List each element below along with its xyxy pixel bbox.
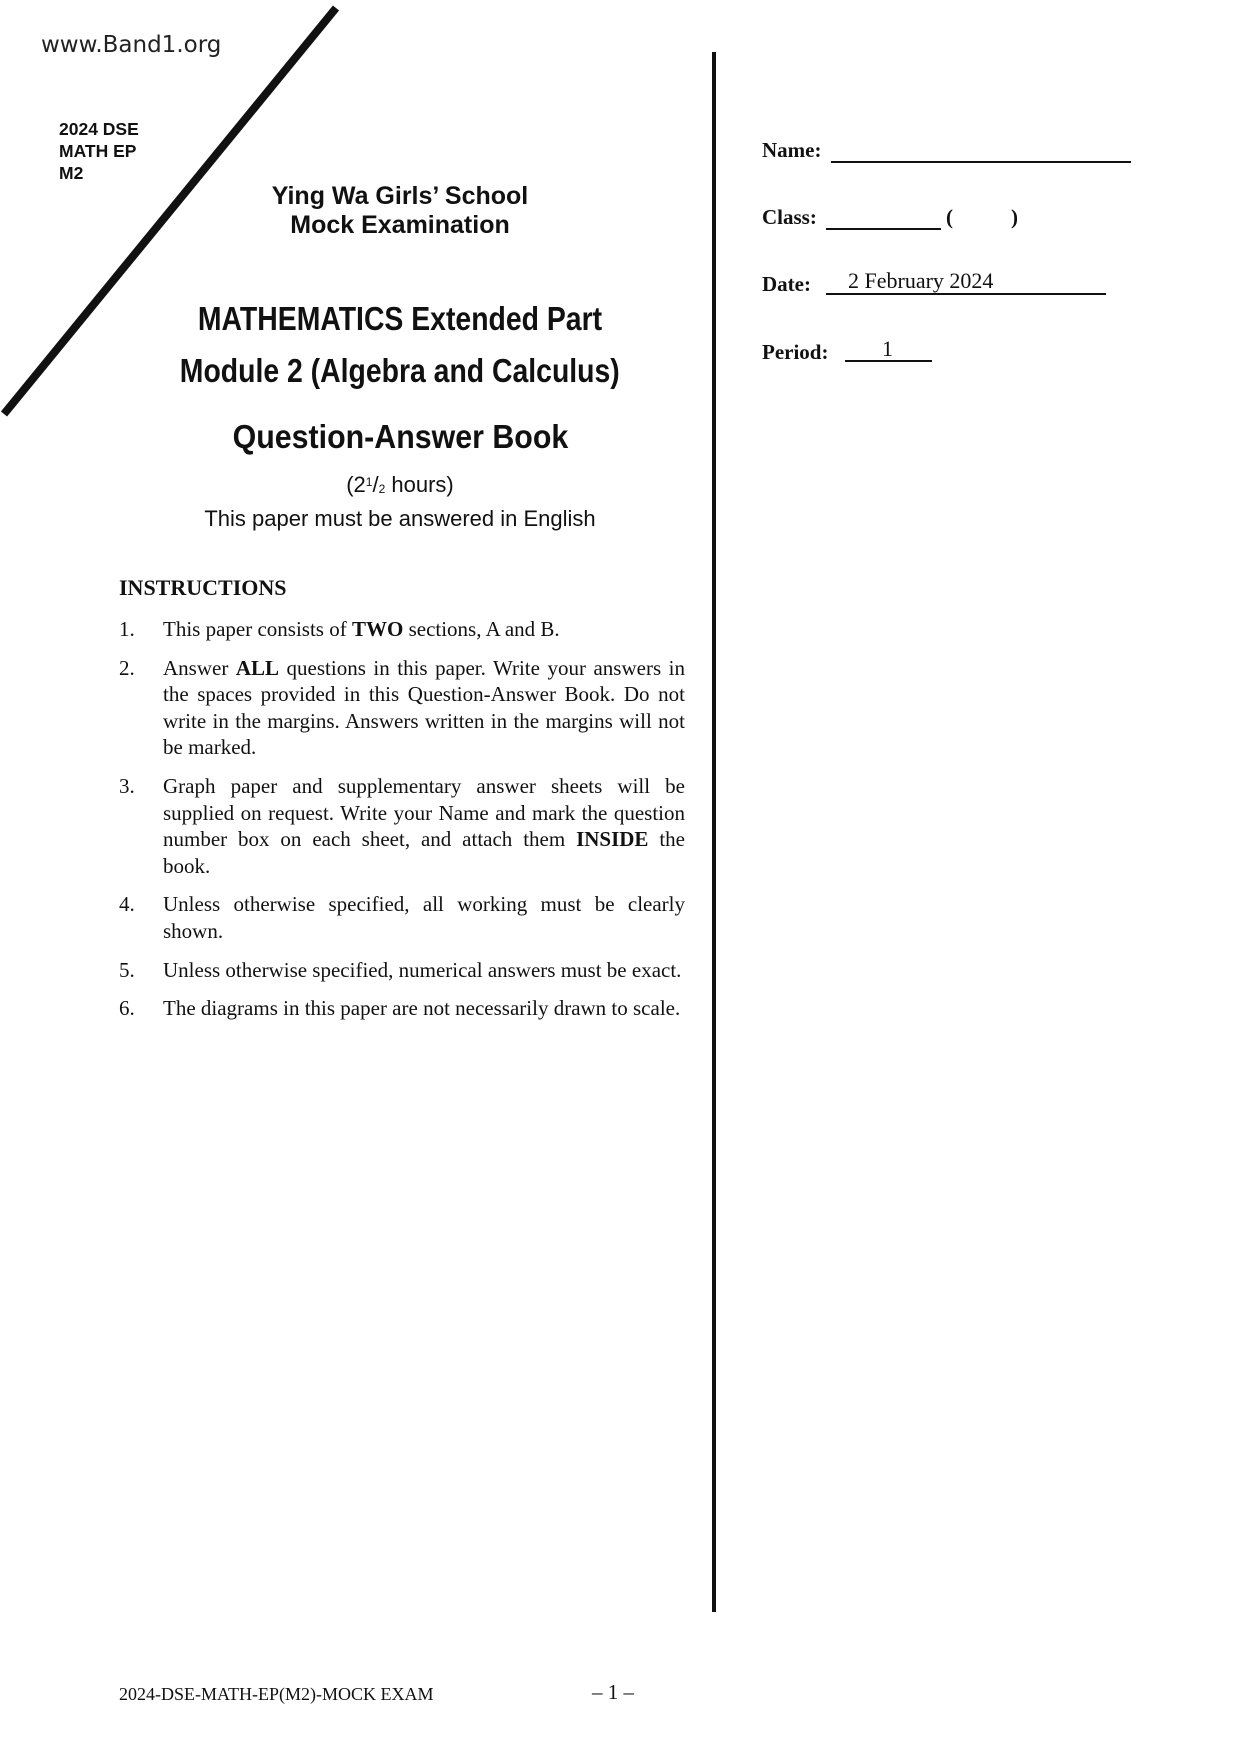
instruction-text-part: This paper consists of bbox=[163, 617, 352, 641]
instruction-text-part: Unless otherwise specified, numerical answers must be exact. bbox=[163, 957, 682, 982]
instruction-text bbox=[163, 995, 685, 1022]
code-line: M2 bbox=[59, 163, 84, 183]
school-name: Ying Wa Girls’ School bbox=[271, 182, 529, 210]
instruction-item bbox=[119, 891, 685, 944]
code-line: 2024 DSE bbox=[59, 119, 139, 139]
instruction-text bbox=[163, 773, 685, 879]
code-line: MATH EP bbox=[59, 141, 137, 161]
module-title bbox=[0, 352, 800, 390]
instruction-text-part: Graph paper and supplementary answer sheets will be supplied on request. Write your Name and mark the question number box on each sheet, and attach them bbox=[163, 773, 685, 852]
language-note: This paper must be answered in English bbox=[204, 506, 596, 531]
instruction-item bbox=[119, 773, 685, 879]
page-number: – 1 – bbox=[592, 1680, 634, 1704]
instructions-list bbox=[119, 616, 685, 1034]
subject-title bbox=[0, 300, 800, 338]
instruction-text bbox=[163, 655, 685, 761]
instruction-item bbox=[119, 957, 685, 984]
corner-paper-code bbox=[59, 118, 139, 184]
instruction-item bbox=[119, 995, 685, 1022]
duration-open: (2 bbox=[346, 472, 366, 497]
instruction-number: 2. bbox=[119, 655, 135, 680]
instruction-text-part: sections, A and B. bbox=[403, 617, 560, 641]
vertical-divider bbox=[712, 52, 716, 1612]
date-label: Date: bbox=[762, 272, 811, 296]
instruction-number: 1. bbox=[119, 617, 135, 641]
book-title bbox=[0, 418, 800, 456]
exam-name: Mock Examination bbox=[290, 211, 510, 239]
instruction-text-part: Answer bbox=[163, 655, 236, 680]
name-field[interactable] bbox=[831, 161, 1131, 163]
duration bbox=[0, 472, 800, 498]
instruction-text bbox=[163, 891, 685, 944]
date-value[interactable]: 2 February 2024 bbox=[848, 268, 994, 293]
instruction-text-part: The diagrams in this paper are not necessarily drawn to scale. bbox=[163, 996, 681, 1021]
class-label: Class: bbox=[762, 205, 817, 229]
instruction-text-part: questions in this paper. Write your answers in the spaces provided in this Question-Answer Book. Do not write in the margins. Answers written in the margins will not be marked. bbox=[163, 655, 685, 760]
instruction-number: 5. bbox=[119, 957, 135, 982]
fraction-denominator: 2 bbox=[378, 482, 386, 496]
instruction-emphasis: ALL bbox=[235, 655, 280, 680]
instruction-number: 6. bbox=[119, 996, 135, 1021]
instruction-item bbox=[119, 616, 685, 643]
instruction-text-part: Unless otherwise specified, all working must be clearly shown. bbox=[163, 892, 685, 943]
duration-close: hours) bbox=[385, 472, 454, 497]
school-heading bbox=[0, 182, 800, 240]
instruction-item bbox=[119, 655, 685, 761]
book-text: Question-Answer Book bbox=[232, 418, 568, 455]
class-field[interactable] bbox=[826, 228, 941, 230]
class-number-close: ) bbox=[1011, 205, 1018, 229]
period-value[interactable]: 1 bbox=[882, 336, 893, 361]
fraction-slash: / bbox=[372, 472, 379, 497]
watermark-text: www.Band1.org bbox=[41, 32, 222, 58]
footer-paper-code: 2024-DSE-MATH-EP(M2)-MOCK EXAM bbox=[119, 1684, 434, 1704]
class-number-open: ( bbox=[946, 205, 953, 229]
subject-text: MATHEMATICS Extended Part bbox=[197, 300, 603, 337]
module-text: Module 2 (Algebra and Calculus) bbox=[180, 352, 620, 389]
instruction-text bbox=[163, 957, 685, 984]
fraction-numerator: 1 bbox=[365, 475, 373, 489]
instruction-emphasis: TWO bbox=[351, 617, 404, 641]
name-label: Name: bbox=[762, 138, 822, 162]
instruction-text-part: the book. bbox=[163, 827, 685, 878]
instruction-emphasis: INSIDE bbox=[576, 827, 649, 852]
instruction-text bbox=[163, 616, 685, 643]
period-label: Period: bbox=[762, 340, 829, 364]
instruction-number: 4. bbox=[119, 892, 135, 917]
instructions-heading: INSTRUCTIONS bbox=[119, 575, 287, 600]
instruction-number: 3. bbox=[119, 773, 135, 798]
